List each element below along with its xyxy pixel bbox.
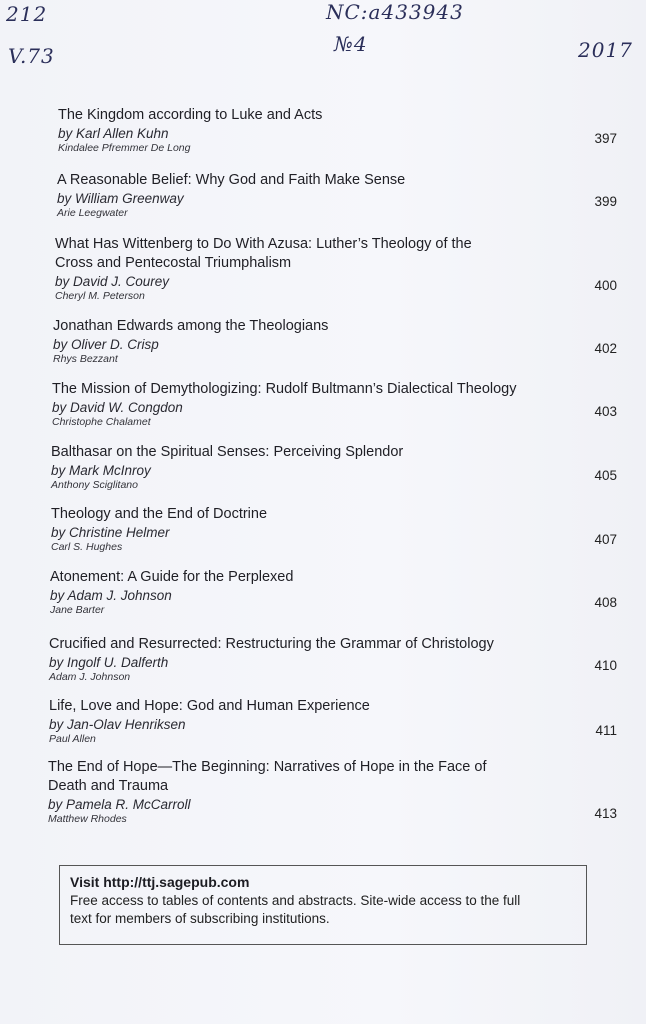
entry-author: by Pamela R. McCarroll xyxy=(48,797,191,812)
entry-reviewer: Paul Allen xyxy=(49,733,96,745)
toc-entry xyxy=(53,317,626,366)
toc-entry xyxy=(50,568,626,617)
toc-entry xyxy=(48,758,626,826)
notice-text-line: text for members of subscribing institutions. xyxy=(70,911,330,926)
handwritten-volume: V.73 xyxy=(8,44,55,68)
entry-author: by Adam J. Johnson xyxy=(50,588,172,603)
entry-page-number: 411 xyxy=(595,723,617,738)
toc-entry xyxy=(55,235,626,303)
entry-reviewer: Christophe Chalamet xyxy=(52,416,151,428)
entry-author: by Christine Helmer xyxy=(51,525,170,540)
entry-author: by David W. Congdon xyxy=(52,400,183,415)
website-link[interactable]: Visit http://ttj.sagepub.com xyxy=(70,874,250,890)
entry-reviewer: Anthony Sciglitano xyxy=(51,479,138,491)
toc-entry xyxy=(51,443,626,492)
entry-reviewer: Cheryl M. Peterson xyxy=(55,290,145,302)
entry-title: Atonement: A Guide for the Perplexed xyxy=(50,569,294,585)
entry-page-number: 399 xyxy=(594,194,617,209)
entry-title: A Reasonable Belief: Why God and Faith Make Sense xyxy=(57,172,406,188)
entry-author: by William Greenway xyxy=(57,191,184,206)
entry-title-line: What Has Wittenberg to Do With Azusa: Luther’s Theology of the xyxy=(55,236,472,252)
website-notice-box xyxy=(59,865,587,945)
entry-page-number: 400 xyxy=(594,278,617,293)
entry-author: by Jan-Olav Henriksen xyxy=(49,717,186,732)
entry-author: by Ingolf U. Dalferth xyxy=(49,655,169,670)
entry-title-line: Cross and Pentecostal Triumphalism xyxy=(55,255,292,271)
entry-reviewer: Jane Barter xyxy=(50,604,105,616)
toc-entry xyxy=(58,106,626,155)
toc-entry xyxy=(49,635,626,684)
entry-reviewer: Matthew Rhodes xyxy=(48,813,127,825)
toc-entry xyxy=(57,171,626,220)
entry-page-number: 402 xyxy=(594,341,617,356)
entry-page-number: 403 xyxy=(594,404,617,419)
entry-title-line: Death and Trauma xyxy=(48,778,169,794)
entry-reviewer: Adam J. Johnson xyxy=(49,671,131,683)
handwritten-issue-number: №4 xyxy=(334,32,368,56)
entry-title: The Kingdom according to Luke and Acts xyxy=(58,107,323,123)
entry-page-number: 408 xyxy=(594,595,617,610)
entry-author: by David J. Courey xyxy=(55,274,170,289)
entry-author: by Oliver D. Crisp xyxy=(53,337,159,352)
handwritten-number: 212 xyxy=(6,2,48,26)
toc-entry xyxy=(52,380,626,429)
entry-reviewer: Kindalee Pfremmer De Long xyxy=(58,142,191,154)
handwritten-catalog-number: NC:a433943 xyxy=(326,0,464,24)
entry-author: by Mark McInroy xyxy=(51,463,151,478)
entry-reviewer: Carl S. Hughes xyxy=(51,541,123,553)
entry-page-number: 410 xyxy=(594,658,617,673)
handwritten-year: 2017 xyxy=(578,38,633,62)
entry-title: Theology and the End of Doctrine xyxy=(51,506,268,522)
entry-title: Crucified and Resurrected: Restructuring the Grammar of Christology xyxy=(49,636,494,652)
entry-page-number: 413 xyxy=(594,806,617,821)
entry-title-line: The End of Hope—The Beginning: Narratives of Hope in the Face of xyxy=(48,759,487,775)
entry-reviewer: Rhys Bezzant xyxy=(53,353,118,365)
entry-author: by Karl Allen Kuhn xyxy=(58,126,169,141)
entry-title: Life, Love and Hope: God and Human Experience xyxy=(49,698,370,714)
entry-page-number: 397 xyxy=(594,131,617,146)
entry-title: Jonathan Edwards among the Theologians xyxy=(53,318,329,334)
entry-reviewer: Arie Leegwater xyxy=(57,207,128,219)
toc-entry xyxy=(49,697,626,746)
toc-entry xyxy=(51,505,626,554)
entry-title: The Mission of Demythologizing: Rudolf Bultmann’s Dialectical Theology xyxy=(52,381,517,397)
entry-title: Balthasar on the Spiritual Senses: Perceiving Splendor xyxy=(51,444,404,460)
entry-page-number: 405 xyxy=(594,468,617,483)
entry-page-number: 407 xyxy=(594,532,617,547)
notice-text-line: Free access to tables of contents and abstracts. Site-wide access to the full xyxy=(70,893,521,908)
